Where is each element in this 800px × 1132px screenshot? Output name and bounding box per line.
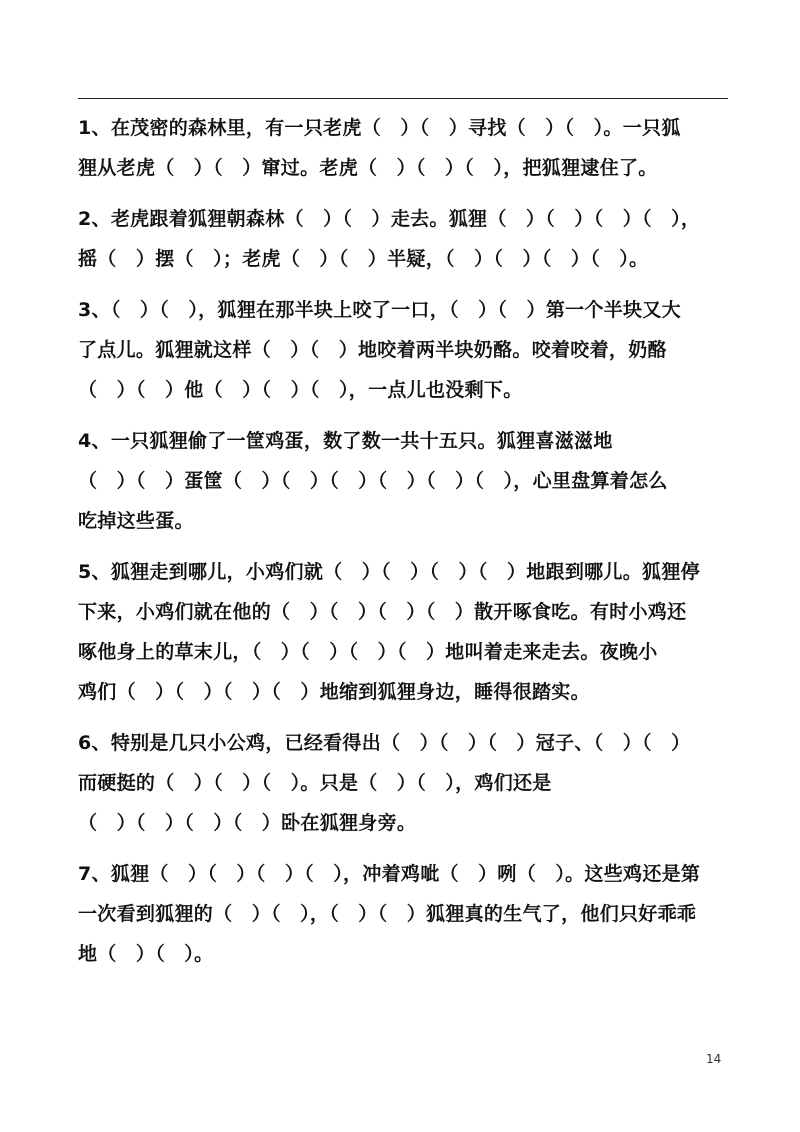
- question-3: [78, 290, 728, 410]
- text-line: 吃掉这些蛋。: [78, 510, 194, 532]
- text-line: 1、在茂密的森林里，有一只老虎（ ）（ ）寻找（ ）（ ）。一只狐: [78, 117, 681, 139]
- question-4: [78, 421, 728, 541]
- text-line: 3、（ ）（ ），狐狸在那半块上咬了一口，（ ）（ ）第一个半块又大: [78, 299, 681, 321]
- text-line: 而硬挺的（ ）（ ）（ ）。只是（ ）（ ），鸡们还是: [78, 772, 552, 794]
- question-6: [78, 723, 728, 843]
- text-line: 7、狐狸（ ）（ ）（ ）（ ），冲着鸡呲（ ）咧（ ）。这些鸡还是第: [78, 863, 701, 885]
- page-number: 14: [706, 1052, 722, 1066]
- text-line: 下来，小鸡们就在他的（ ）（ ）（ ）（ ）散开啄食吃。有时小鸡还: [78, 601, 687, 623]
- text-line: 狸从老虎（ ）（ ）窜过。老虎（ ）（ ）（ ），把狐狸逮住了。: [78, 157, 658, 179]
- question-1: [78, 108, 728, 188]
- text-line: 6、特别是几只小公鸡，已经看得出（ ）（ ）（ ）冠子、（ ）（ ）: [78, 732, 691, 754]
- question-2: [78, 199, 728, 279]
- text-line: 摇（ ）摆（ ）；老虎（ ）（ ）半疑，（ ）（ ）（ ）（ ）。: [78, 248, 649, 270]
- text-line: （ ）（ ）（ ）（ ）卧在狐狸身旁。: [78, 812, 417, 834]
- text-line: 了点儿。狐狸就这样（ ）（ ）地咬着两半块奶酪。咬着咬着，奶酪: [78, 339, 667, 361]
- question-5: [78, 552, 728, 712]
- text-line: （ ）（ ）蛋筐（ ）（ ）（ ）（ ）（ ）（ ），心里盘算着怎么: [78, 470, 668, 492]
- text-line: 2、老虎跟着狐狸朝森林（ ）（ ）走去。狐狸（ ）（ ）（ ）（ ），: [78, 208, 701, 230]
- text-line: 鸡们（ ）（ ）（ ）（ ）地缩到狐狸身边，睡得很踏实。: [78, 681, 590, 703]
- text-line: 啄他身上的草末儿，（ ）（ ）（ ）（ ）地叫着走来走去。夜晚小: [78, 641, 658, 663]
- header-rule: [78, 98, 728, 99]
- worksheet-body: [78, 108, 728, 974]
- question-7: [78, 854, 728, 974]
- text-line: 一次看到狐狸的（ ）（ ），（ ）（ ）狐狸真的生气了，他们只好乖乖: [78, 903, 697, 925]
- text-line: 4、一只狐狸偷了一筐鸡蛋，数了数一共十五只。狐狸喜滋滋地: [78, 430, 613, 452]
- text-line: 5、狐狸走到哪儿，小鸡们就（ ）（ ）（ ）（ ）地跟到哪儿。狐狸停: [78, 561, 700, 583]
- text-line: 地（ ）（ ）。: [78, 943, 214, 965]
- text-line: （ ）（ ）他（ ）（ ）（ ），一点儿也没剩下。: [78, 379, 523, 401]
